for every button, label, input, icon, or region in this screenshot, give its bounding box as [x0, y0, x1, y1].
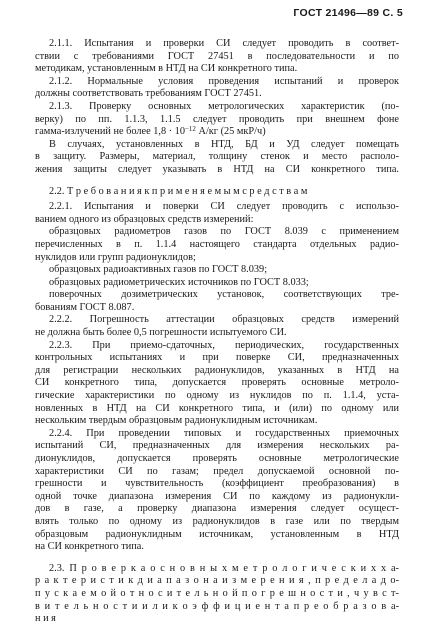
text-line: гические характеристики по одному из нуклидов по п. 1.1.4, уста-	[35, 390, 399, 402]
document-body	[35, 38, 399, 626]
text-line: нуклидов или групп радионуклидов;	[35, 251, 196, 263]
text-line: испытаний СИ, предназначенных для измерения нескольких ра-	[35, 440, 399, 452]
text-line	[35, 126, 399, 139]
text-line: образцовым радионуклидным источникам, установленным в НТД	[35, 528, 399, 540]
text-line: не должна быть более 0,5 погрешности испытуемого СИ.	[35, 327, 287, 339]
text-line: перечисленных в п. 1.1.4 настоящего стандарта отдельных радио-	[35, 238, 399, 250]
text-line: образцовых радиоактивных газов по ГОСТ 8.039;	[49, 264, 268, 276]
text-line: 2.2.2. Погрешность аттестации образцовых средств измерений	[49, 314, 399, 326]
text-line: в защиту. Размеры, материал, толщину стенок и место располо-	[35, 151, 399, 163]
text-line: дов в газе, а проверку диапазона измерения следует осущест-	[35, 503, 399, 515]
text-line: В случаях, установленных в НТД, БД и УД следует помещать	[49, 138, 399, 150]
text-line: 2.2. Т р е б о в а н и я к п р и м е н я е м ы м с р е д с т в а м	[49, 185, 308, 197]
text-line: 2.1.2. Нормальные условия проведения испытаний и проверок	[49, 75, 399, 87]
text-line: дионуклидов, допускается проверять основные метрологические	[35, 453, 399, 464]
text-line: н и я	[35, 613, 56, 625]
text-segment: гамма-излучений не более 1,8 · 10	[35, 126, 185, 138]
text-line: для регистрации нескольких радионуклидов, указанных в НТД на	[35, 364, 399, 376]
text-line: грешности и чувствительность (коэффициент преобразования) в	[35, 478, 399, 490]
text-line: 2.3. П р о в е р к а о с н о в н ы х м е т р о л о г и ч е с к и х х а-	[49, 562, 399, 574]
text-line: СИ конкретного типа, допускается проверять основные метроло-	[35, 377, 399, 389]
spacer	[35, 177, 399, 186]
page-header: ГОСТ 21496—89 С. 5	[293, 7, 403, 19]
text-line: 2.1.3. Проверку основных метрологических характеристик (по-	[49, 100, 399, 112]
spacer	[35, 554, 399, 563]
text-line: влять только по одному из радионуклидов в газе или по твердым	[35, 515, 399, 527]
text-line: в и т е л ь н о с т и и л и к о э ф ф и ц и е н т а п р е о б р а з о в а-	[35, 600, 399, 612]
text-line: поверочных дозиметрических установок, соответствующих тре-	[49, 289, 399, 301]
text-line: на СИ конкретного типа.	[35, 541, 144, 553]
text-line: бованиям ГОСТ 8.087.	[35, 301, 135, 313]
text-line: ствии с требованиями ГОСТ 27451 в последовательности и по	[35, 50, 399, 62]
text-line: контрольных испытаниях и при поверке СИ, предназначенных	[35, 352, 399, 364]
text-line: нескольким твердым образцовым радионуклидным источникам.	[35, 415, 318, 427]
text-line: ванием одного из образцовых средств измерений:	[35, 213, 254, 225]
superscript-exponent: −12	[184, 125, 196, 134]
text-line: методикам, установленным в НТД на СИ конкретного типа.	[35, 63, 298, 75]
text-line: 2.2.4. При проведении типовых и государственных приемочных	[49, 427, 399, 439]
text-line: п у с к а е м о й о т н о с и т е л ь н о й п о г р е ш н о с т и , ч у в с т-	[35, 587, 399, 599]
text-line: жения защиты следует указывать в НТД на СИ конкретного типа.	[35, 163, 399, 175]
text-line: одной точке диапазона измерения СИ по каждому из радионукли-	[35, 490, 399, 502]
text-line: характеристики СИ по газам; предел допускаемой основной по-	[35, 465, 399, 477]
text-line: 2.1.1. Испытания и проверки СИ следует проводить в соответ-	[49, 38, 399, 49]
text-line: образцовых радиометрических источников по ГОСТ 8.033;	[49, 276, 309, 288]
text-line: 2.2.1. Испытания и поверки СИ следует проводить с использо-	[49, 201, 399, 213]
text-line: должны соответствовать требованиям ГОСТ 27451.	[35, 88, 262, 100]
text-line: новленных в НТД на СИ конкретного типа, и (или) по одному или	[35, 402, 399, 414]
text-line: р а к т е р и с т и к д и а п а з о н а и з м е р е н и я , п р е д е л а д о-	[35, 575, 399, 587]
text-segment: А/кг (25 мкР/ч)	[195, 126, 266, 138]
text-line: 2.2.3. При приемо-сдаточных, периодических, государственных	[49, 339, 399, 351]
text-line: верку) по пп. 1.1.3, 1.1.5 следует проводить при внешнем фоне	[35, 113, 399, 125]
text-line: образцовых радиометров газов по ГОСТ 8.039 с применением	[49, 226, 399, 238]
